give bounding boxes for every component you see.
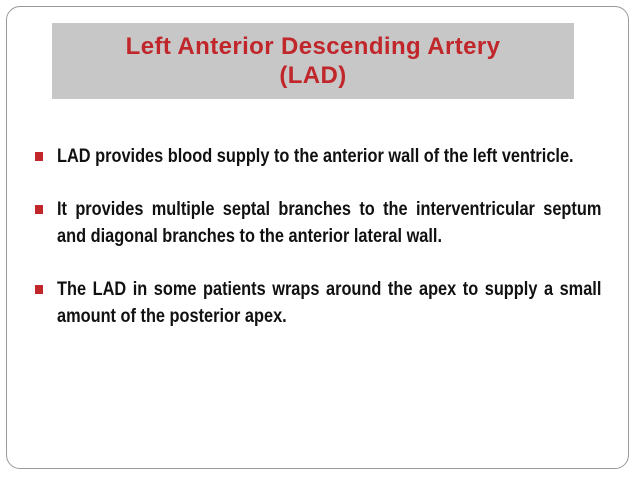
bullet-text: It provides multiple septal branches to the interventricular septum and diagonal branches to the anterior lateral wall. [57,199,602,247]
bullet-item [32,196,602,250]
bullet-item [32,276,602,330]
slide-title-line-2: (LAD) [279,62,347,89]
bullet-square-icon [35,152,43,161]
title-box [52,23,574,99]
bullet-text: LAD provides blood supply to the anterior wall of the left ventricle. [57,146,574,167]
bullet-item [32,143,602,170]
slide-title-line-1: Left Anterior Descending Artery [125,33,501,60]
bullet-square-icon [35,285,43,294]
bullet-text: The LAD in some patients wraps around the apex to supply a small amount of the posterior apex. [57,279,602,327]
bullet-list [32,143,602,356]
bullet-square-icon [35,205,43,214]
